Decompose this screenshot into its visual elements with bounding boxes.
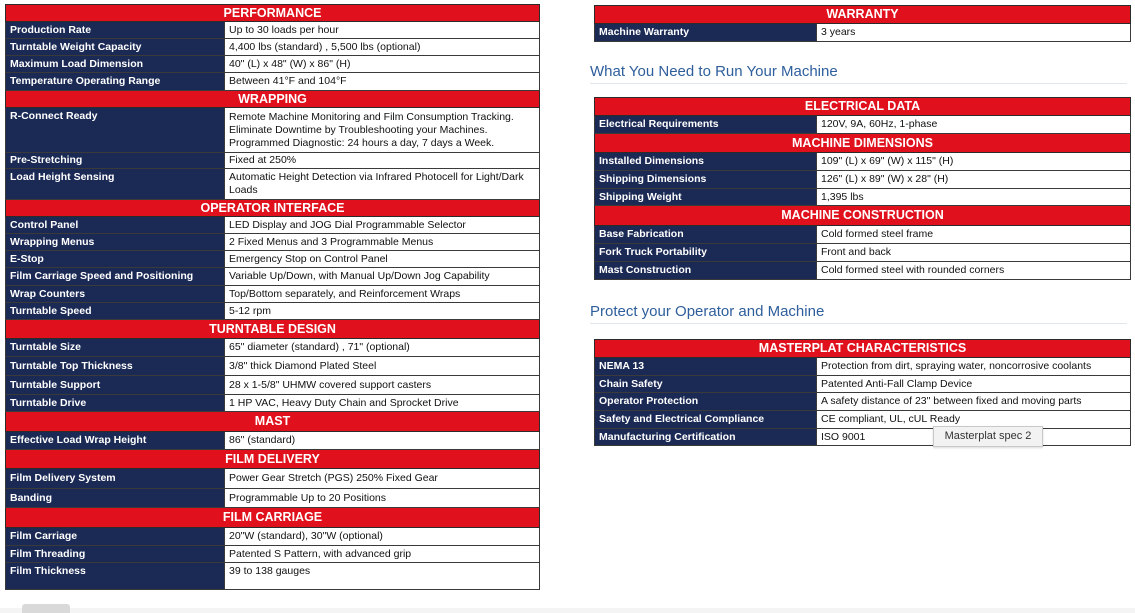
spec-label: Machine Warranty xyxy=(595,24,817,42)
spec-label: Mast Construction xyxy=(595,262,817,280)
spec-label: NEMA 13 xyxy=(595,358,817,376)
spec-value: Variable Up/Down, with Manual Up/Down Jog Capability xyxy=(225,268,540,286)
spec-value: 5-12 rpm xyxy=(225,303,540,320)
spec-label: Turntable Size xyxy=(6,339,225,357)
section-header-operator-interface: OPERATOR INTERFACE xyxy=(6,200,540,217)
section-header-machine-construction: MACHINE CONSTRUCTION xyxy=(595,206,1131,226)
spec-value: Cold formed steel frame xyxy=(817,226,1131,244)
spec-value: 3 years xyxy=(817,24,1131,42)
spec-value: Patented Anti-Fall Clamp Device xyxy=(817,376,1131,393)
spec-label: Wrap Counters xyxy=(6,286,225,303)
spec-label: E-Stop xyxy=(6,251,225,268)
specifications-table xyxy=(5,4,540,590)
spec-value: Front and back xyxy=(817,244,1131,262)
spec-label: Chain Safety xyxy=(595,376,817,393)
spec-label: Temperature Operating Range xyxy=(6,73,225,91)
masterplat-table xyxy=(594,339,1131,446)
spec-value: LED Display and JOG Dial Programmable Selector xyxy=(225,217,540,234)
heading-protect-operator: Protect your Operator and Machine xyxy=(590,303,1127,324)
spec-value: CE compliant, UL, cUL Ready xyxy=(817,411,1131,429)
spec-value: Cold formed steel with rounded corners xyxy=(817,262,1131,280)
spec-label: Turntable Speed xyxy=(6,303,225,320)
section-header-machine-dimensions: MACHINE DIMENSIONS xyxy=(595,134,1131,153)
spec-value: 39 to 138 gauges xyxy=(225,563,540,590)
section-header-electrical-data: ELECTRICAL DATA xyxy=(595,98,1131,116)
spec-label: Film Threading xyxy=(6,546,225,563)
spec-value: 65" diameter (standard) , 71" (optional) xyxy=(225,339,540,357)
spec-value: 4,400 lbs (standard) , 5,500 lbs (optional) xyxy=(225,39,540,56)
spec-value: Top/Bottom separately, and Reinforcement Wraps xyxy=(225,286,540,303)
section-header-film-carriage: FILM CARRIAGE xyxy=(6,508,540,528)
spec-value: Remote Machine Monitoring and Film Consumption Tracking. Eliminate Downtime by Troubleshooting your Machines. Programmed Diagnostic: 24 hours a day, 7 days a Week. xyxy=(225,108,540,153)
section-header-performance: PERFORMANCE xyxy=(6,5,540,22)
spec-value: 126" (L) x 89" (W) x 28" (H) xyxy=(817,171,1131,189)
spec-value: 1 HP VAC, Heavy Duty Chain and Sprocket Drive xyxy=(225,395,540,412)
tooltip: Masterplat spec 2 xyxy=(933,426,1043,447)
spec-label: Shipping Weight xyxy=(595,189,817,206)
spec-label: Electrical Requirements xyxy=(595,116,817,134)
section-header-wrapping: WRAPPING xyxy=(6,91,540,108)
spec-label: Film Delivery System xyxy=(6,469,225,489)
spec-value: Emergency Stop on Control Panel xyxy=(225,251,540,268)
spec-value: 1,395 lbs xyxy=(817,189,1131,206)
section-header-warranty: WARRANTY xyxy=(595,6,1131,24)
spec-value: 109" (L) x 69" (W) x 115" (H) xyxy=(817,153,1131,171)
spec-value: 2 Fixed Menus and 3 Programmable Menus xyxy=(225,234,540,251)
section-header-film-delivery: FILM DELIVERY xyxy=(6,450,540,469)
warranty-table xyxy=(594,5,1131,42)
spec-value: Protection from dirt, spraying water, noncorrosive coolants xyxy=(817,358,1131,376)
spec-label: Load Height Sensing xyxy=(6,169,225,200)
run-requirements-table xyxy=(594,97,1131,280)
spec-value: Fixed at 250% xyxy=(225,153,540,169)
spec-label: Turntable Support xyxy=(6,376,225,395)
spec-label: Control Panel xyxy=(6,217,225,234)
section-header-turntable-design: TURNTABLE DESIGN xyxy=(6,320,540,339)
spec-value: 40" (L) x 48" (W) x 86" (H) xyxy=(225,56,540,73)
spec-label: Operator Protection xyxy=(595,393,817,411)
spec-label: Base Fabrication xyxy=(595,226,817,244)
spec-label: Manufacturing Certification xyxy=(595,429,817,446)
spec-value: 20"W (standard), 30"W (optional) xyxy=(225,528,540,546)
spec-label: Production Rate xyxy=(6,22,225,39)
spec-label: Effective Load Wrap Height xyxy=(6,432,225,450)
spec-value: Patented S Pattern, with advanced grip xyxy=(225,546,540,563)
spec-value: Programmable Up to 20 Positions xyxy=(225,489,540,508)
spec-label: R-Connect Ready xyxy=(6,108,225,153)
spec-label: Film Carriage Speed and Positioning xyxy=(6,268,225,286)
spec-label: Film Thickness xyxy=(6,563,225,590)
spec-value: Automatic Height Detection via Infrared Photocell for Light/Dark Loads xyxy=(225,169,540,200)
section-header-masterplat: MASTERPLAT CHARACTERISTICS xyxy=(595,340,1131,358)
spec-value: ISO 9001 xyxy=(817,429,1131,446)
spec-label: Banding xyxy=(6,489,225,508)
spec-label: Film Carriage xyxy=(6,528,225,546)
spec-label: Turntable Weight Capacity xyxy=(6,39,225,56)
spec-label: Installed Dimensions xyxy=(595,153,817,171)
spec-value: A safety distance of 23" between fixed and moving parts xyxy=(817,393,1131,411)
spec-value: 3/8" thick Diamond Plated Steel xyxy=(225,357,540,376)
scroll-thumb[interactable] xyxy=(22,604,70,613)
spec-label: Turntable Drive xyxy=(6,395,225,412)
spec-value: Power Gear Stretch (PGS) 250% Fixed Gear xyxy=(225,469,540,489)
spec-label: Maximum Load Dimension xyxy=(6,56,225,73)
section-header-mast: MAST xyxy=(6,412,540,432)
spec-value: Up to 30 loads per hour xyxy=(225,22,540,39)
spec-label: Shipping Dimensions xyxy=(595,171,817,189)
spec-value: 86" (standard) xyxy=(225,432,540,450)
spec-label: Turntable Top Thickness xyxy=(6,357,225,376)
bottom-divider xyxy=(0,608,1135,613)
heading-run-machine: What You Need to Run Your Machine xyxy=(590,63,1127,84)
spec-label: Wrapping Menus xyxy=(6,234,225,251)
spec-label: Pre-Stretching xyxy=(6,153,225,169)
spec-value: 120V, 9A, 60Hz, 1-phase xyxy=(817,116,1131,134)
spec-value: Between 41°F and 104°F xyxy=(225,73,540,91)
spec-value: 28 x 1-5/8" UHMW covered support casters xyxy=(225,376,540,395)
spec-label: Fork Truck Portability xyxy=(595,244,817,262)
spec-label: Safety and Electrical Compliance xyxy=(595,411,817,429)
